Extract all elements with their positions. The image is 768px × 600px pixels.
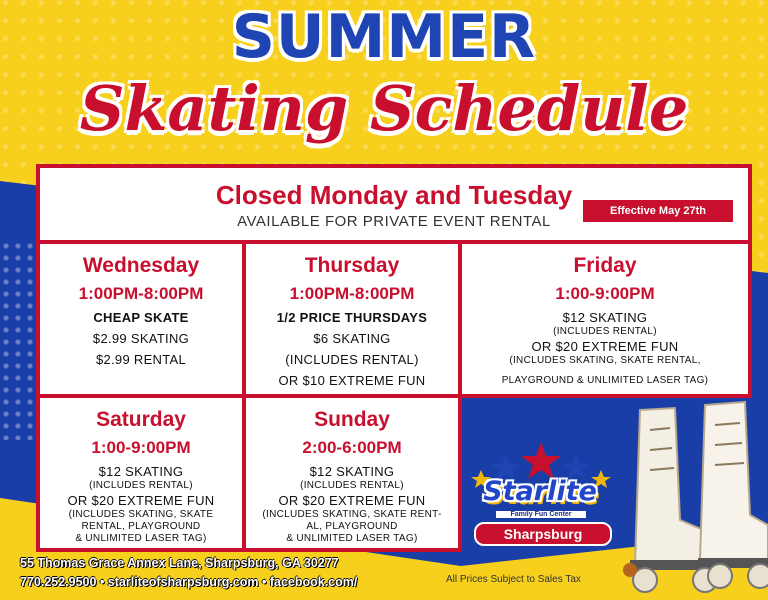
day-line: 1/2 PRICE THURSDAYS <box>276 310 428 325</box>
day-line: & UNLIMITED LASER TAG) <box>75 533 207 544</box>
day-line: AL, PLAYGROUND <box>306 521 398 532</box>
day-line: PLAYGROUND & UNLIMITED LASER TAG) <box>501 375 709 386</box>
day-hours: 1:00PM-8:00PM <box>78 284 204 303</box>
title-skating-schedule: Skating Schedule <box>79 72 689 145</box>
day-name: Wednesday <box>82 254 200 277</box>
title-summer: SUMMER <box>231 2 537 72</box>
day-line: (INCLUDES RENTAL) <box>553 326 657 337</box>
private-rental-text: AVAILABLE FOR PRIVATE EVENT RENTAL <box>237 213 551 230</box>
roller-skates-icon <box>620 400 768 593</box>
logo-name: Starlite <box>483 476 597 507</box>
day-name: Thursday <box>304 254 400 277</box>
effective-date-badge: Effective May 27th <box>583 200 733 222</box>
sales-tax-disclaimer: All Prices Subject to Sales Tax <box>446 574 581 585</box>
day-name: Saturday <box>96 408 186 431</box>
starlite-logo <box>466 440 616 550</box>
day-name: Sunday <box>314 408 390 431</box>
day-line: $2.99 SKATING <box>92 331 190 346</box>
day-line: $12 SKATING <box>309 464 395 479</box>
day-hours: 1:00-9:00PM <box>555 284 655 303</box>
day-line: OR $20 EXTREME FUN <box>67 493 215 508</box>
day-hours: 1:00PM-8:00PM <box>289 284 415 303</box>
day-line: (INCLUDES SKATING, SKATE <box>68 509 214 520</box>
day-line: RENTAL, PLAYGROUND <box>81 521 201 532</box>
day-card-wednesday <box>36 240 246 398</box>
day-line: & UNLIMITED LASER TAG) <box>286 533 418 544</box>
day-hours: 2:00-6:00PM <box>302 438 402 457</box>
day-line: $6 SKATING <box>313 331 391 346</box>
footer-contact-links[interactable]: 770.252.9500 • starliteofsharpsburg.com • facebook.com/ <box>20 575 358 589</box>
logo-tagline: Family Fun Center <box>496 511 586 518</box>
day-line: (INCLUDES RENTAL) <box>89 480 193 491</box>
day-card-thursday <box>242 240 462 398</box>
day-line: $12 SKATING <box>562 310 648 325</box>
day-card-friday <box>458 240 752 398</box>
logo-city: Sharpsburg <box>474 522 612 546</box>
day-card-saturday <box>36 394 246 552</box>
day-line: (INCLUDES SKATING, SKATE RENTAL, <box>509 355 701 366</box>
day-line: OR $10 EXTREME FUN <box>278 373 426 388</box>
day-line: (INCLUDES RENTAL) <box>285 352 419 367</box>
day-line: (INCLUDES RENTAL) <box>300 480 404 491</box>
day-hours: 1:00-9:00PM <box>91 438 191 457</box>
day-line: CHEAP SKATE <box>93 310 189 325</box>
day-line: OR $20 EXTREME FUN <box>531 339 679 354</box>
day-name: Friday <box>573 254 637 277</box>
day-line: (INCLUDES SKATING, SKATE RENT- <box>262 509 442 520</box>
day-line: $12 SKATING <box>98 464 184 479</box>
day-line: $2.99 RENTAL <box>95 352 187 367</box>
footer-address: 55 Thomas Grace Annex Lane, Sharpsburg, GA 30277 <box>20 556 339 570</box>
day-line: OR $20 EXTREME FUN <box>278 493 426 508</box>
day-card-sunday <box>242 394 462 552</box>
closed-days-text: Closed Monday and Tuesday <box>215 180 573 210</box>
